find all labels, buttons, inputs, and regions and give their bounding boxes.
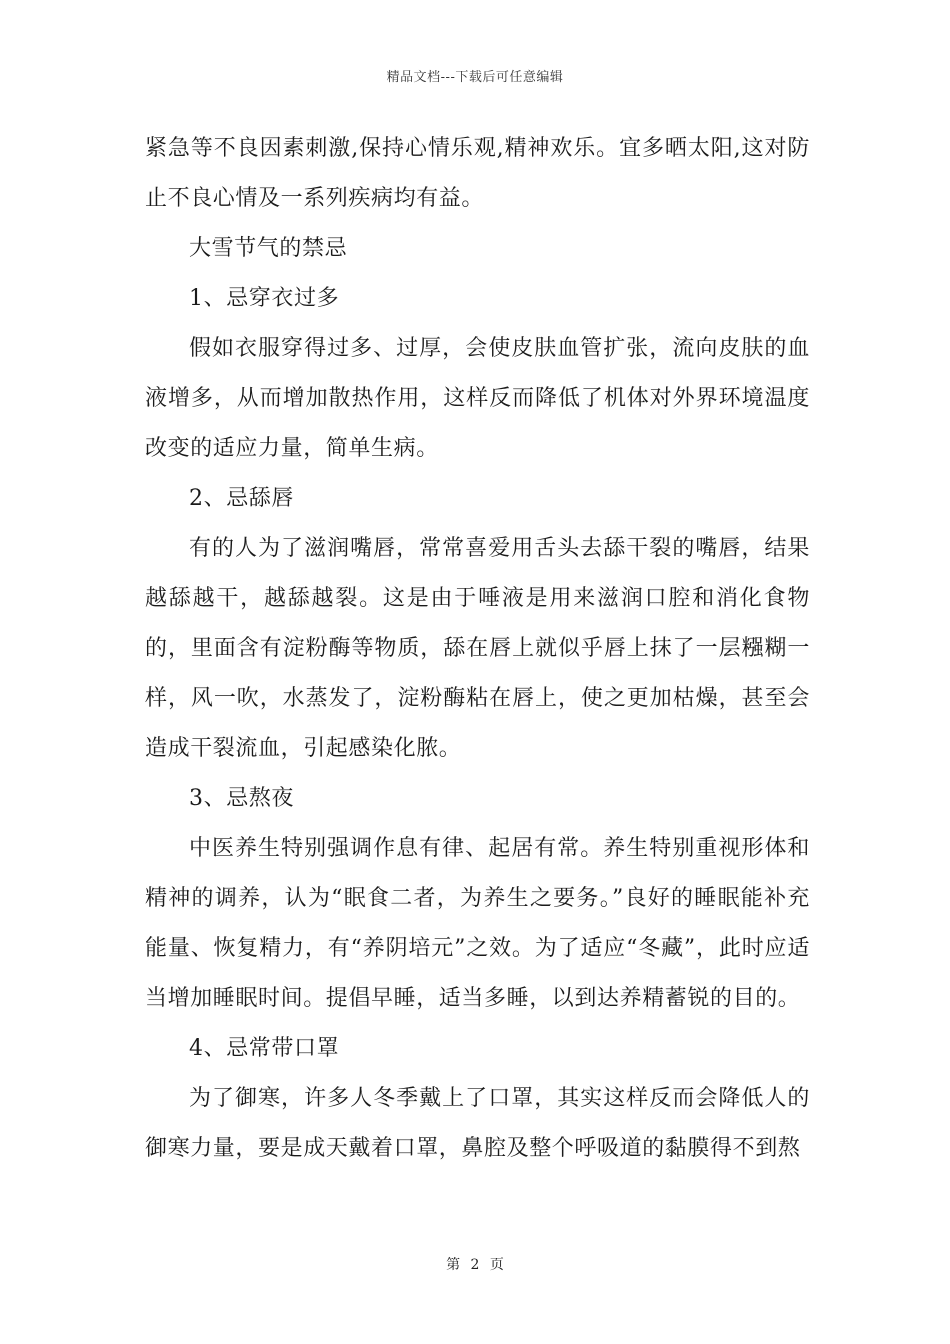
item-heading-3: 3、忌熬夜	[189, 786, 294, 811]
page-number: 2	[470, 1257, 480, 1273]
item-heading-4: 4、忌常带口罩	[189, 1036, 340, 1061]
page-footer	[0, 1254, 950, 1274]
item-heading-1: 1、忌穿衣过多	[189, 286, 340, 311]
page-number-suffix: 页	[489, 1257, 504, 1273]
page-number-prefix: 第	[446, 1257, 461, 1273]
document-body	[145, 124, 810, 1174]
item-body-2: 有的人为了滋润嘴唇，常常喜爱用舌头去舔干裂的嘴唇，结果越舔越干，越舔越裂。这是由于唾液是用来滋润口腔和消化食物的，里面含有淀粉酶等物质，舔在唇上就似乎唇上抹了一层糨糊一样，风一吹，水蒸发了，淀粉酶粘在唇上，使之更加枯燥，甚至会造成干裂流血，引起感染化脓。	[145, 536, 810, 761]
paragraph-continued: 紧急等不良因素刺激,保持心情乐观,精神欢乐。宜多晒太阳,这对防止不良心情及一系列疾病均有益。	[145, 136, 810, 211]
item-body-3: 中医养生特别强调作息有律、起居有常。养生特别重视形体和精神的调养，认为“眠食二者，为养生之要务。”良好的睡眠能补充能量、恢复精力，有“养阴培元”之效。为了适应“冬藏”，此时应适当增加睡眠时间。提倡早睡，适当多睡，以到达养精蓄锐的目的。	[145, 836, 810, 1011]
item-body-4: 为了御寒，许多人冬季戴上了口罩，其实这样反而会降低人的御寒力量，要是成天戴着口罩，鼻腔及整个呼吸道的黏膜得不到熬	[145, 1086, 810, 1161]
item-body-1: 假如衣服穿得过多、过厚，会使皮肤血管扩张，流向皮肤的血液增多，从而增加散热作用，这样反而降低了机体对外界环境温度改变的适应力量，简单生病。	[145, 336, 810, 461]
item-heading-2: 2、忌舔唇	[189, 486, 294, 511]
section-heading: 大雪节气的禁忌	[189, 236, 348, 261]
page-header: 精品文档---下载后可任意编辑	[386, 70, 564, 85]
